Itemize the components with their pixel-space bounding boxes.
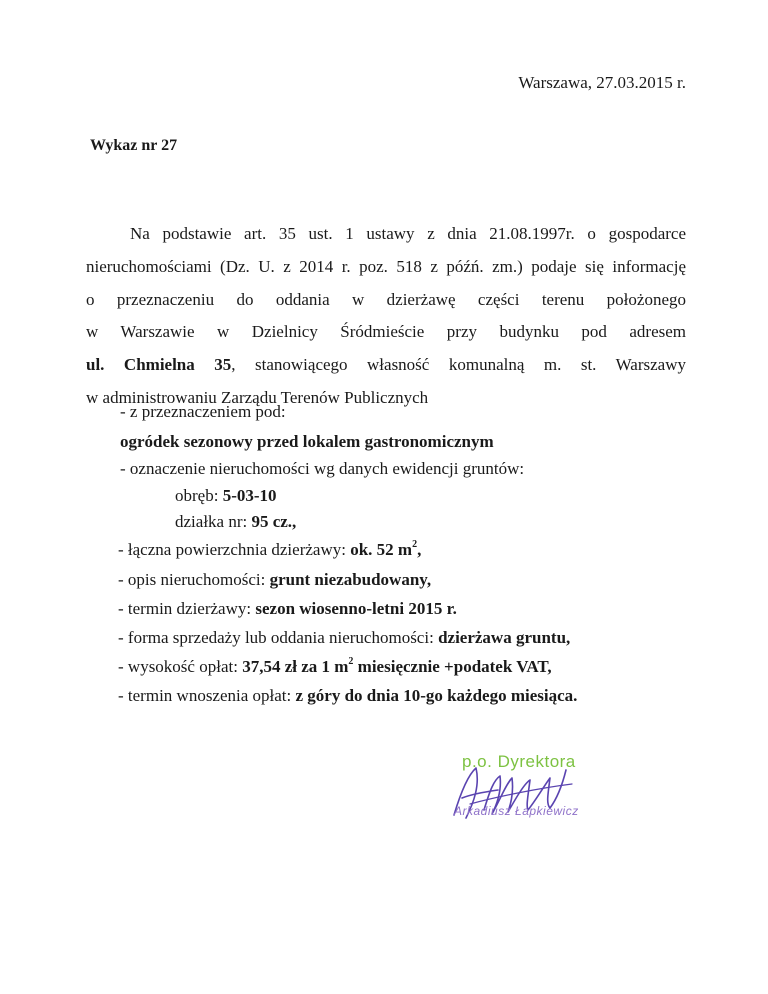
fee-value: 37,54 zł za 1 m bbox=[242, 657, 349, 676]
signature-scribble bbox=[440, 740, 620, 835]
plot-line bbox=[175, 512, 296, 532]
fee-label: - wysokość opłat: bbox=[118, 657, 243, 676]
area-line bbox=[118, 540, 421, 560]
precinct-value: 5-03-10 bbox=[222, 486, 277, 505]
area-tail: , bbox=[417, 540, 422, 559]
form-label: - forma sprzedaży lub oddania nieruchomości: bbox=[118, 628, 439, 647]
address-text: ul. Chmielna 35 bbox=[86, 355, 232, 375]
document-title: Wykaz nr 27 bbox=[90, 137, 178, 154]
term-line bbox=[118, 599, 457, 619]
area-label: - łączna powierzchnia dzierżawy: bbox=[118, 540, 351, 559]
description-line bbox=[118, 570, 431, 590]
term-label: - termin dzierżawy: bbox=[118, 599, 256, 618]
purpose-value bbox=[120, 432, 494, 452]
intro-line-3: o przeznaczeniu do oddania w dzierżawę części terenu położonego bbox=[86, 289, 686, 309]
payment-line bbox=[118, 686, 577, 706]
intro-line-5 bbox=[86, 349, 686, 382]
payment-label: - termin wnoszenia opłat: bbox=[118, 686, 296, 705]
intro-paragraph bbox=[86, 218, 686, 415]
description-label: - opis nieruchomości: bbox=[118, 570, 270, 589]
fee-value-tail: miesięcznie +podatek VAT, bbox=[353, 657, 552, 676]
ownership-text: , stanowiącego własność komunalną m. st. Warszawy bbox=[231, 355, 686, 375]
plot-label: działka nr: bbox=[175, 512, 252, 531]
fee-superscript: 2 bbox=[348, 656, 354, 668]
form-line bbox=[118, 628, 570, 648]
intro-line-6: w administrowaniu Zarządu Terenów Publicznych bbox=[86, 387, 429, 407]
description-value: grunt niezabudowany, bbox=[269, 570, 432, 589]
plot-value: 95 cz., bbox=[251, 512, 297, 531]
term-value: sezon wiosenno-letni 2015 r. bbox=[255, 599, 457, 618]
form-value: dzierżawa gruntu, bbox=[438, 628, 571, 647]
intro-line-2: nieruchomościami (Dz. U. z 2014 r. poz. 518 z późń. zm.) podaje się informację bbox=[86, 256, 686, 276]
area-superscript: 2 bbox=[412, 539, 418, 551]
purpose-label: - z przeznaczeniem pod: bbox=[120, 402, 286, 421]
stamp-name: Arkadiusz Łapkiewicz bbox=[454, 804, 579, 818]
payment-value: z góry do dnia 10-go każdego miesiąca. bbox=[295, 686, 578, 705]
registry-label: - oznaczenie nieruchomości wg danych ewidencji gruntów: bbox=[120, 459, 525, 478]
precinct-line bbox=[175, 486, 277, 506]
signature-stamp bbox=[440, 740, 620, 835]
document-date: Warszawa, 27.03.2015 r. bbox=[518, 73, 686, 92]
stamp-title: p.o. Dyrektora bbox=[462, 752, 576, 771]
intro-line-1: Na podstawie art. 35 ust. 1 ustawy z dnia 21.08.1997r. o gospodarce bbox=[130, 224, 686, 243]
purpose-value-text: ogródek sezonowy przed lokalem gastronomicznym bbox=[120, 432, 494, 451]
intro-line-4: w Warszawie w Dzielnicy Śródmieście przy budynku pod adresem bbox=[86, 322, 686, 342]
area-value: ok. 52 m bbox=[350, 540, 413, 559]
precinct-label: obręb: bbox=[175, 486, 223, 505]
fee-line bbox=[118, 657, 552, 677]
